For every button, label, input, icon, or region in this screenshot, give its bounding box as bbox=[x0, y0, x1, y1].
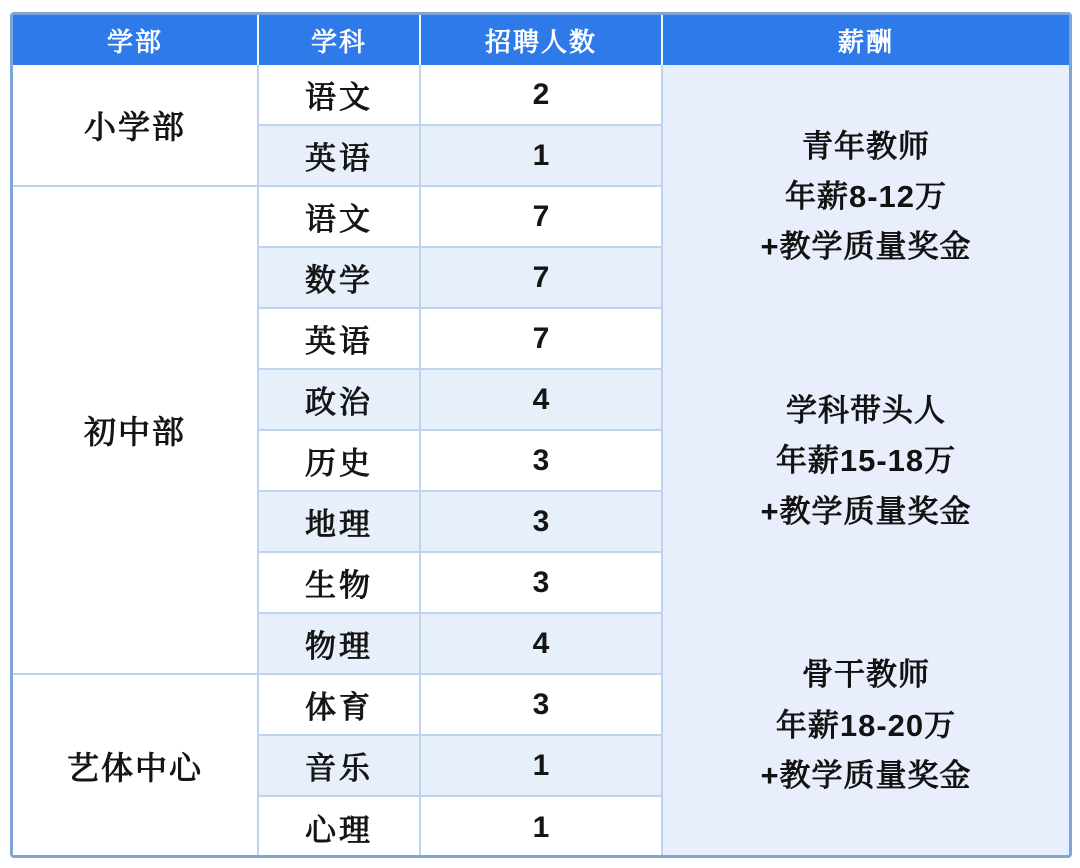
headcount-cell: 1 bbox=[421, 797, 663, 858]
subject-cell: 英语 bbox=[259, 309, 421, 370]
salary-line: 年薪18-20万 bbox=[775, 707, 957, 743]
salary-block-young-teacher bbox=[760, 122, 971, 273]
headcount-cell: 4 bbox=[421, 370, 663, 431]
subject-cell: 音乐 bbox=[259, 736, 421, 797]
subject-cell: 地理 bbox=[259, 492, 421, 553]
subject-cell: 物理 bbox=[259, 614, 421, 675]
header-subject: 学科 bbox=[259, 15, 421, 65]
header-headcount: 招聘人数 bbox=[421, 15, 663, 65]
salary-line: +教学质量奖金 bbox=[760, 493, 972, 529]
header-salary: 薪酬 bbox=[663, 15, 1069, 65]
salary-cell bbox=[663, 65, 1069, 858]
salary-block-subject-leader bbox=[760, 386, 971, 537]
headcount-cell: 3 bbox=[421, 492, 663, 553]
salary-content bbox=[663, 65, 1069, 858]
headcount-cell: 3 bbox=[421, 675, 663, 736]
table-header-row bbox=[13, 15, 1069, 65]
headcount-cell: 7 bbox=[421, 309, 663, 370]
subject-cell: 数学 bbox=[259, 248, 421, 309]
salary-line: 青年教师 bbox=[801, 128, 930, 164]
salary-block-backbone-teacher bbox=[760, 650, 971, 801]
subject-cell: 生物 bbox=[259, 553, 421, 614]
headcount-cell: 7 bbox=[421, 187, 663, 248]
subject-cell: 心理 bbox=[259, 797, 421, 858]
header-department: 学部 bbox=[13, 15, 259, 65]
headcount-cell: 1 bbox=[421, 736, 663, 797]
subject-cell: 语文 bbox=[259, 187, 421, 248]
headcount-cell: 3 bbox=[421, 553, 663, 614]
salary-line: 年薪8-12万 bbox=[784, 179, 948, 215]
department-cell-arts-sports: 艺体中心 bbox=[13, 675, 259, 858]
recruitment-table-grid bbox=[13, 15, 1069, 858]
salary-line: 骨干教师 bbox=[801, 657, 930, 693]
headcount-cell: 1 bbox=[421, 126, 663, 187]
subject-cell: 英语 bbox=[259, 126, 421, 187]
salary-line: +教学质量奖金 bbox=[760, 229, 972, 265]
headcount-cell: 4 bbox=[421, 614, 663, 675]
headcount-cell: 3 bbox=[421, 431, 663, 492]
subject-cell: 体育 bbox=[259, 675, 421, 736]
department-cell-primary: 小学部 bbox=[13, 65, 259, 187]
subject-cell: 历史 bbox=[259, 431, 421, 492]
subject-cell: 语文 bbox=[259, 65, 421, 126]
headcount-cell: 7 bbox=[421, 248, 663, 309]
salary-line: 年薪15-18万 bbox=[775, 443, 957, 479]
department-cell-junior-high: 初中部 bbox=[13, 187, 259, 675]
table-row bbox=[13, 65, 1069, 126]
salary-line: 学科带头人 bbox=[785, 393, 946, 429]
headcount-cell: 2 bbox=[421, 65, 663, 126]
subject-cell: 政治 bbox=[259, 370, 421, 431]
salary-line: +教学质量奖金 bbox=[760, 757, 972, 793]
recruitment-table bbox=[10, 12, 1072, 858]
